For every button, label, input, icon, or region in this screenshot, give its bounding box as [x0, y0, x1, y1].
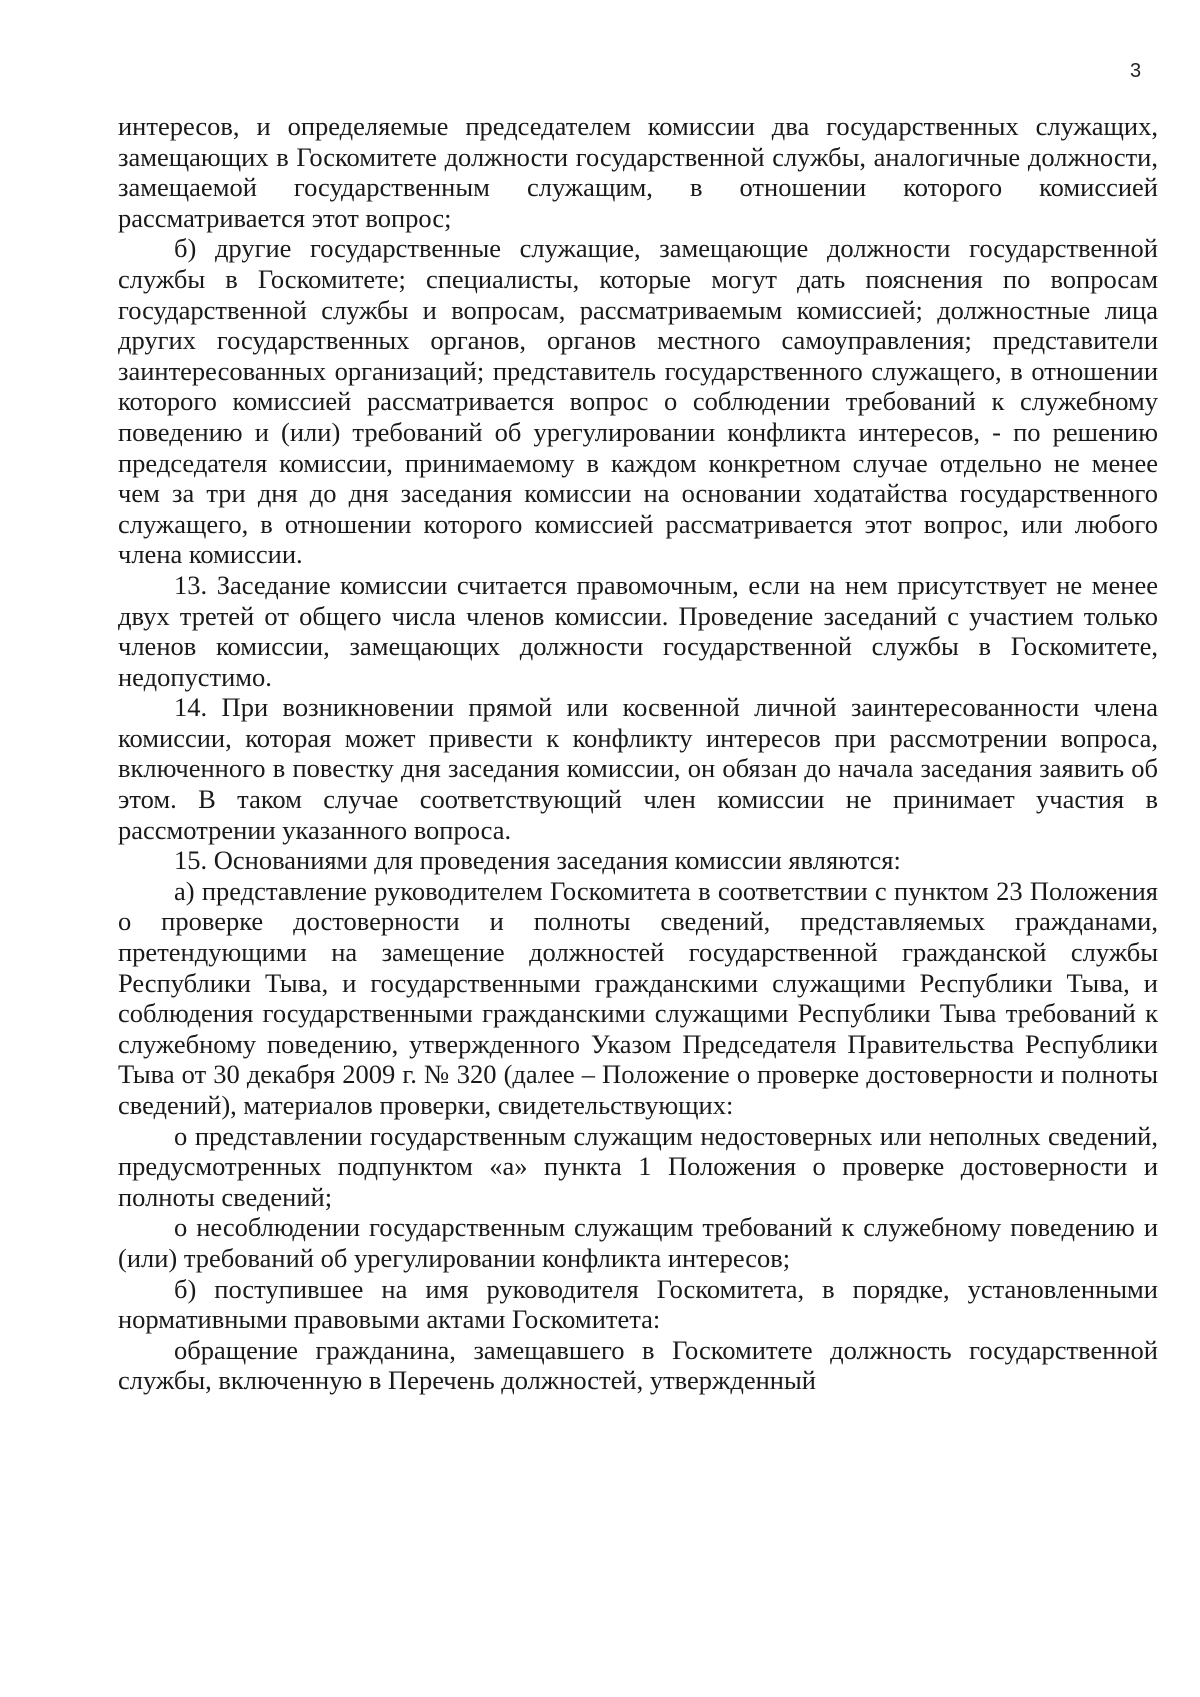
paragraph-15-b-sub-1: обращение гражданина, замещавшего в Госкомитете должность государственной службы, включенную в Перечень должностей, утвержденный [118, 1334, 1158, 1396]
paragraph-continuation: интересов, и определяемые председателем комиссии два государственных служащих, замещающих в Госкомитете должности государственной службы, аналогичные должности, замещаемой государственным служащим, в отношении которого комиссией рассматривается этот вопрос; [118, 111, 1158, 233]
page-number: 3 [1130, 60, 1142, 82]
paragraph-15-item-a: а) представление руководителем Госкомитета в соответствии с пунктом 23 Положения о проверке достоверности и полноты сведений, представляемых гражданами, претендующими на замещение должностей государственной гражданской службы Республики Тыва, и государственными гражданскими служащими Республики Тыва, и соблюдения государственными гражданскими служащими Республики Тыва требований к служебному поведению, утвержденного Указом Председателя Правительства Республики Тыва от 30 декабря 2009 г. № 320 (далее – Положение о проверке достоверности и полноты сведений), материалов проверки, свидетельствующих: [118, 875, 1158, 1120]
paragraph-15-a-sub-2: о несоблюдении государственным служащим требований к служебному поведению и (или) требований об урегулировании конфликта интересов; [118, 1212, 1158, 1273]
paragraph-13: 13. Заседание комиссии считается правомочным, если на нем присутствует не менее двух третей от общего числа членов комиссии. Проведение заседаний с участием только членов комиссии, замещающих должности государственной службы в Госкомитете, недопустимо. [118, 569, 1158, 692]
paragraph-14: 14. При возникновении прямой или косвенной личной заинтересованности члена комиссии, которая может привести к конфликту интересов при рассмотрении вопроса, включенного в повестку дня заседания комиссии, он обязан до начала заседания заявить об этом. В таком случае соответствующий член комиссии не принимает участия в рассмотрении указанного вопроса. [118, 692, 1158, 845]
paragraph-item-b: б) другие государственные служащие, замещающие должности государственной службы в Госкомитете; специалисты, которые могут дать пояснения по вопросам государственной службы и вопросам, рассматриваемым комиссией; должностные лица других государственных органов, органов местного самоуправления; представители заинтересованных организаций; представитель государственного служащего, в отношении которого комиссией рассматривается вопрос о соблюдении требований к служебному поведению и (или) требований об урегулировании конфликта интересов, - по решению председателя комиссии, принимаемому в каждом конкретном случае отдельно не менее чем за три дня до дня заседания комиссии на основании ходатайства государственного служащего, в отношении которого комиссией рассматривается этот вопрос, или любого члена комиссии. [118, 233, 1158, 570]
paragraph-15-a-sub-1: о представлении государственным служащим недостоверных или неполных сведений, предусмотренных подпунктом «а» пункта 1 Положения о проверке достоверности и полноты сведений; [118, 1120, 1158, 1212]
paragraph-15-item-b: б) поступившее на имя руководителя Госкомитета, в порядке, установленными нормативными правовыми актами Госкомитета: [118, 1273, 1158, 1335]
document-body [118, 111, 1158, 1396]
paragraph-15: 15. Основаниями для проведения заседания комиссии являются: [174, 845, 901, 876]
